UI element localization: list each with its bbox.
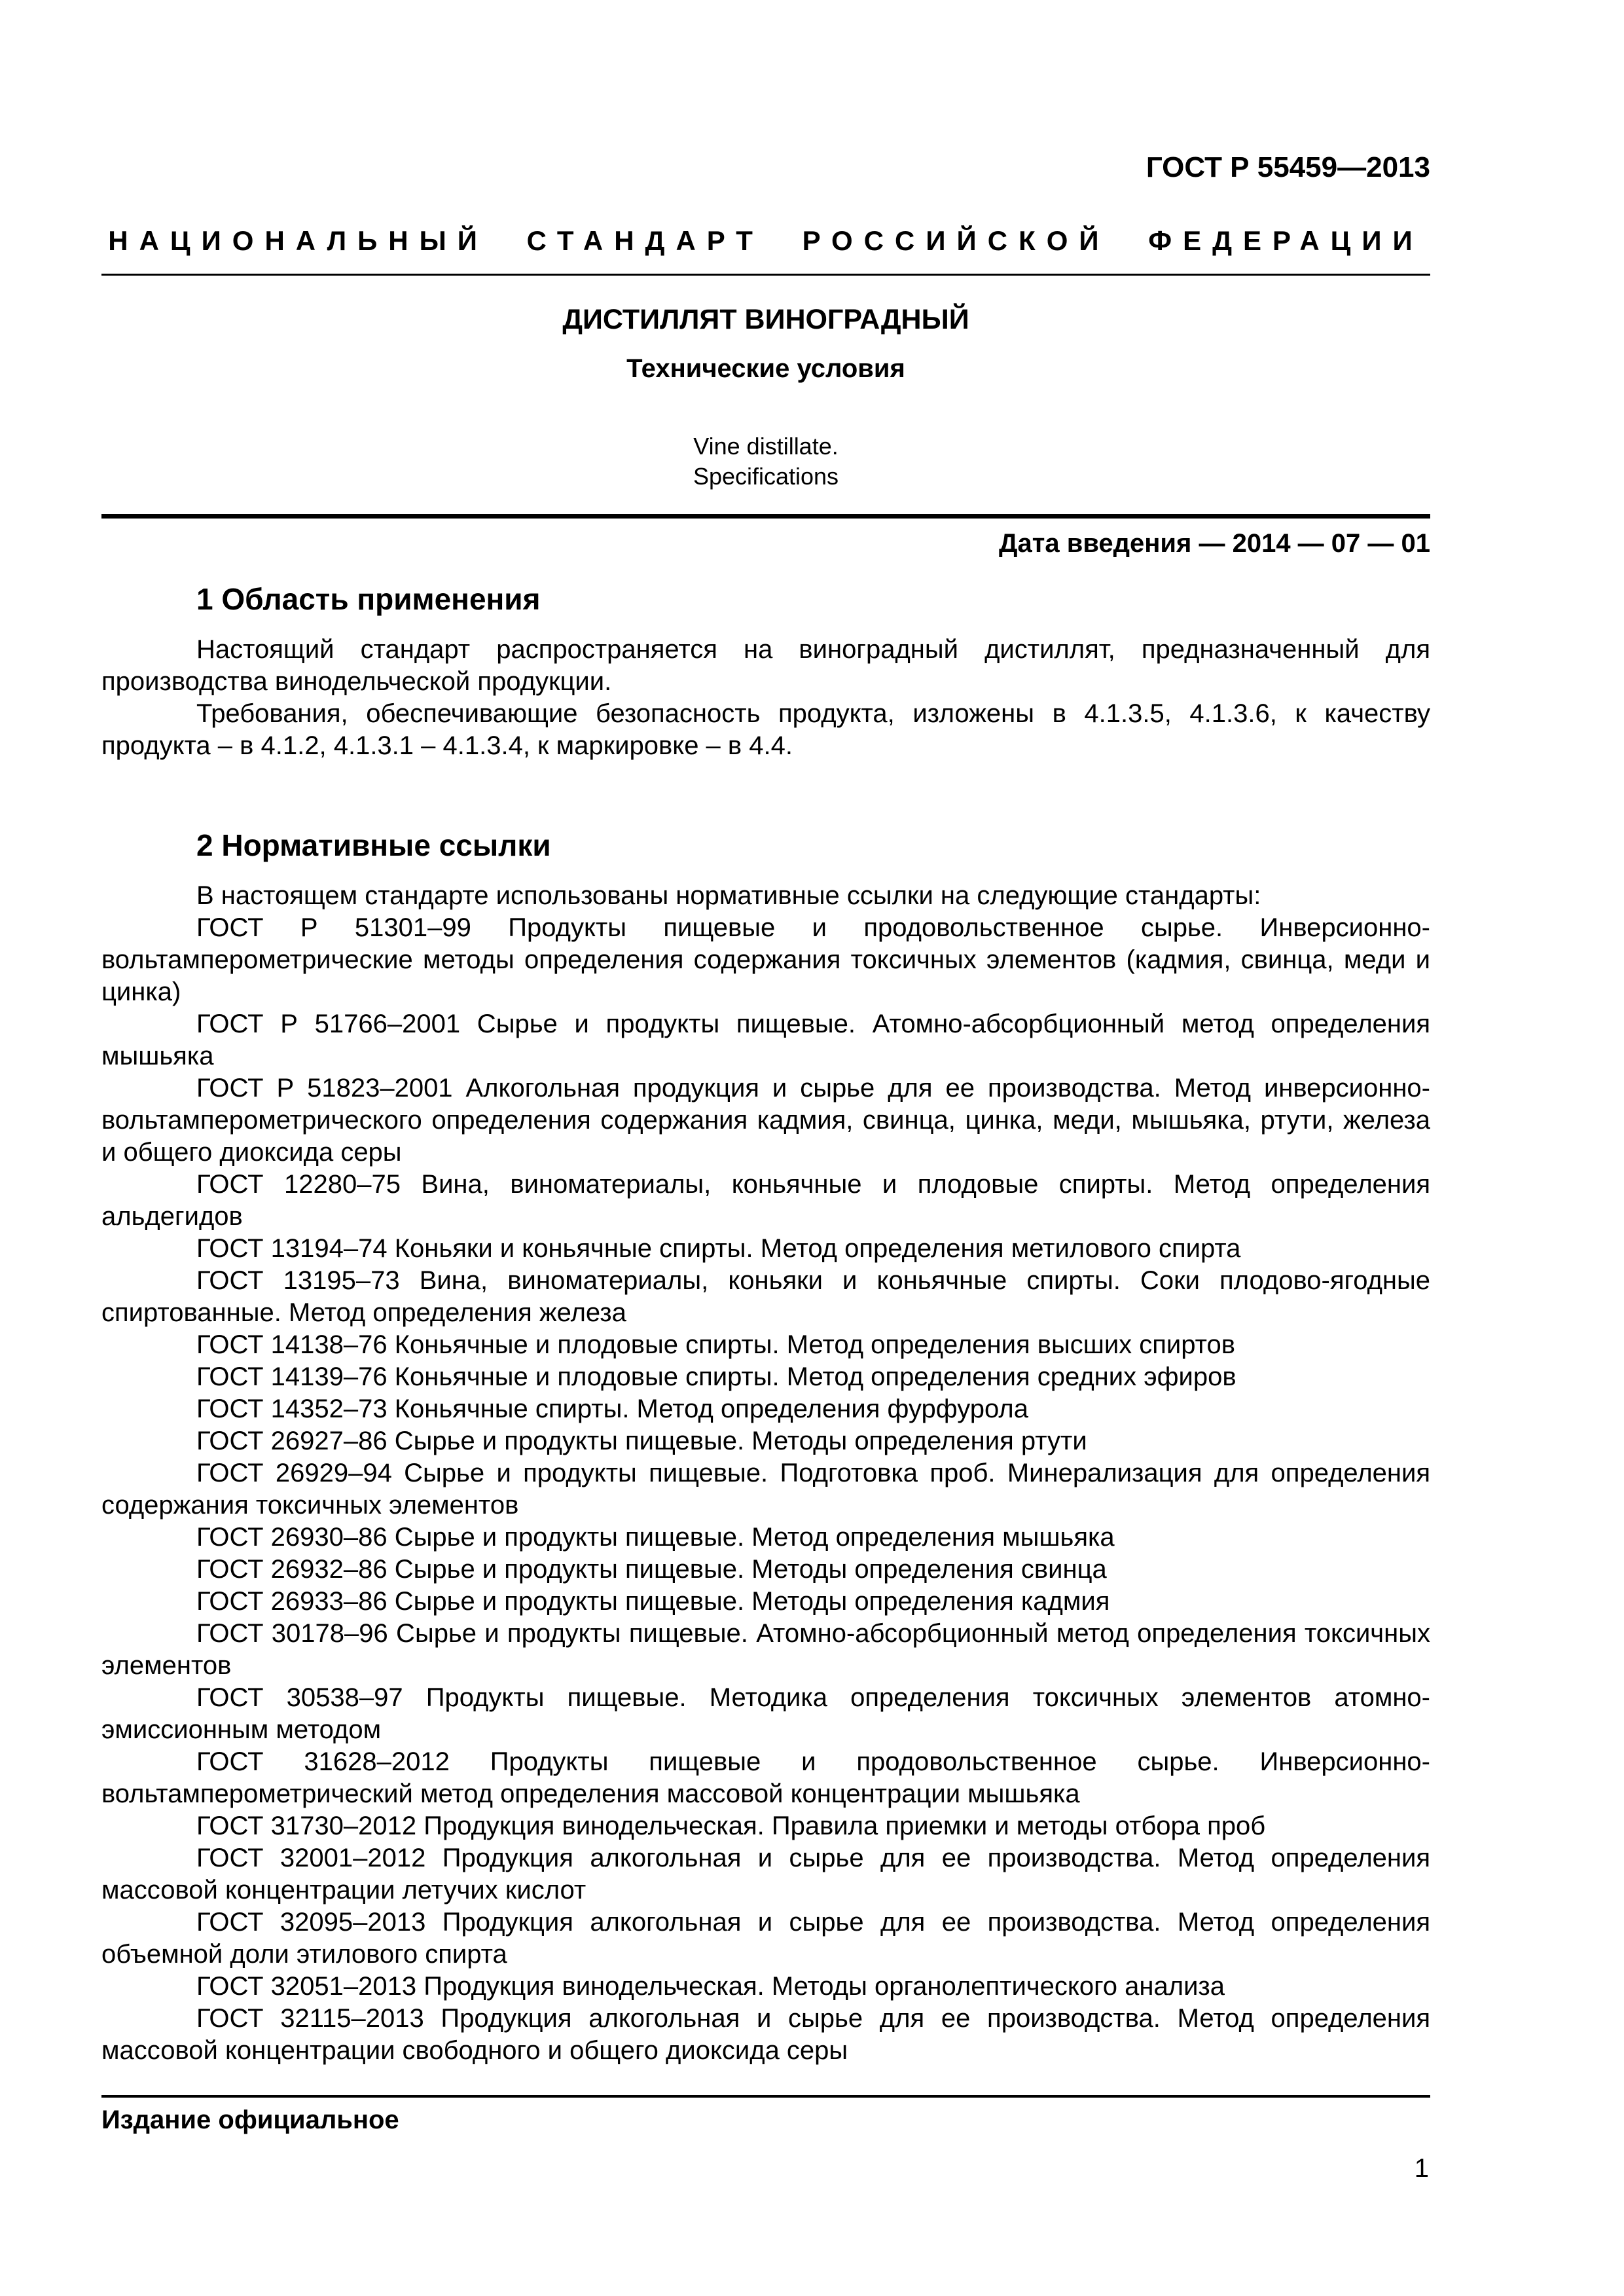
paragraph: ГОСТ 32095–2013 Продукция алкогольная и сырье для ее производства. Метод определения объемной доли этилового спирта: [101, 1908, 1430, 1969]
paragraph: ГОСТ 26929–94 Сырье и продукты пищевые. Подготовка проб. Минерализация для определения содержания токсичных элементов: [101, 1459, 1430, 1520]
paragraph: ГОСТ 26930–86 Сырье и продукты пищевые. Метод определения мышьяка: [196, 1523, 1115, 1552]
paragraph: ГОСТ 32001–2012 Продукция алкогольная и сырье для ее производства. Метод определения массовой концентрации летучих кислот: [101, 1844, 1430, 1904]
paragraph: Требования, обеспечивающие безопасность продукта, изложены в 4.1.3.5, 4.1.3.6, к качеству продукта – в 4.1.2, 4.1.3.1 – 4.1.3.4, к маркировке – в 4.4.: [101, 699, 1430, 760]
paragraph: ГОСТ 14352–73 Коньячные спирты. Метод определения фурфурола: [196, 1394, 1028, 1423]
title-english-line1: Vine distillate.: [693, 433, 839, 460]
paragraph: ГОСТ 14138–76 Коньячные и плодовые спирты. Метод определения высших спиртов: [196, 1330, 1236, 1359]
paragraph: ГОСТ 32115–2013 Продукция алкогольная и сырье для ее производства. Метод определения массовой концентрации свободного и общего диоксида серы: [101, 2004, 1430, 2065]
section-heading: 1 Область применения: [196, 582, 541, 616]
paragraph: Настоящий стандарт распространяется на виноградный дистиллят, предназначенный для производства винодельческой продукции.: [101, 635, 1430, 696]
section-scope: [101, 581, 1430, 762]
paragraph: ГОСТ 31730–2012 Продукция винодельческая. Правила приемки и методы отбора проб: [196, 1812, 1266, 1840]
paragraph: ГОСТ 32051–2013 Продукция винодельческая. Методы органолептического анализа: [196, 1972, 1225, 2001]
section-normative-references: [101, 828, 1430, 2067]
paragraph: ГОСТ 26932–86 Сырье и продукты пищевые. Методы определения свинца: [196, 1555, 1107, 1584]
footer-divider: [101, 2095, 1430, 2098]
paragraph: ГОСТ 13194–74 Коньяки и коньячные спирты. Метод определения метилового спирта: [196, 1234, 1241, 1263]
official-edition-note: Издание официальное: [101, 2105, 399, 2134]
paragraph: ГОСТ Р 51766–2001 Сырье и продукты пищевые. Атомно-абсорбционный метод определения мышьяка: [101, 1010, 1430, 1070]
page-number: 1: [1414, 2154, 1429, 2183]
paragraph: ГОСТ 30178–96 Сырье и продукты пищевые. Атомно-абсорбционный метод определения токсичных элементов: [101, 1619, 1430, 1680]
paragraph: ГОСТ 31628–2012 Продукты пищевые и продовольственное сырье. Инверсионно-вольтамперометрический метод определения массовой концентрации мышьяка: [101, 1747, 1430, 1808]
page-footer: [101, 2095, 1430, 2184]
effective-date: Дата введения — 2014 — 07 — 01: [999, 529, 1430, 558]
paragraph: ГОСТ Р 51823–2001 Алкогольная продукция и сырье для ее производства. Метод инверсионно-вольтамперометрического определения содержания кадмия, свинца, цинка, меди, мышьяка, ртути, железа и общего диоксида серы: [101, 1074, 1430, 1167]
document-title: ДИСТИЛЛЯТ ВИНОГРАДНЫЙ: [562, 304, 969, 335]
paragraph: ГОСТ 30538–97 Продукты пищевые. Методика определения токсичных элементов атомно-эмиссионным методом: [101, 1683, 1430, 1744]
doc-code: ГОСТ Р 55459—2013: [1146, 151, 1430, 183]
title-english-line2: Specifications: [693, 463, 839, 490]
paragraph: ГОСТ 26927–86 Сырье и продукты пищевые. Методы определения ртути: [196, 1427, 1087, 1455]
paragraph: ГОСТ 13195–73 Вина, виноматериалы, коньяки и коньячные спирты. Соки плодово-ягодные спиртованные. Метод определения железа: [101, 1266, 1430, 1327]
section-paragraphs: [101, 634, 1430, 762]
section-heading: 2 Нормативные ссылки: [196, 828, 551, 862]
title-block-divider: [101, 514, 1430, 519]
document-subtitle: Технические условия: [626, 354, 905, 383]
paragraph: ГОСТ 14139–76 Коньячные и плодовые спирты. Метод определения средних эфиров: [196, 1362, 1236, 1391]
national-standard-banner: НАЦИОНАЛЬНЫЙ СТАНДАРТ РОССИЙСКОЙ ФЕДЕРАЦИИ: [101, 224, 1430, 276]
paragraph: В настоящем стандарте использованы нормативные ссылки на следующие стандарты:: [196, 881, 1261, 910]
section-paragraphs: [101, 880, 1430, 2067]
document-title-english: [101, 431, 1430, 492]
document-content: [101, 0, 1430, 2067]
paragraph: ГОСТ Р 51301–99 Продукты пищевые и продовольственное сырье. Инверсионно-вольтамперометрические методы определения содержания токсичных элементов (кадмия, свинца, меди и цинка): [101, 913, 1430, 1006]
paragraph: ГОСТ 26933–86 Сырье и продукты пищевые. Методы определения кадмия: [196, 1587, 1110, 1616]
paragraph: ГОСТ 12280–75 Вина, виноматериалы, коньячные и плодовые спирты. Метод определения альдегидов: [101, 1170, 1430, 1231]
